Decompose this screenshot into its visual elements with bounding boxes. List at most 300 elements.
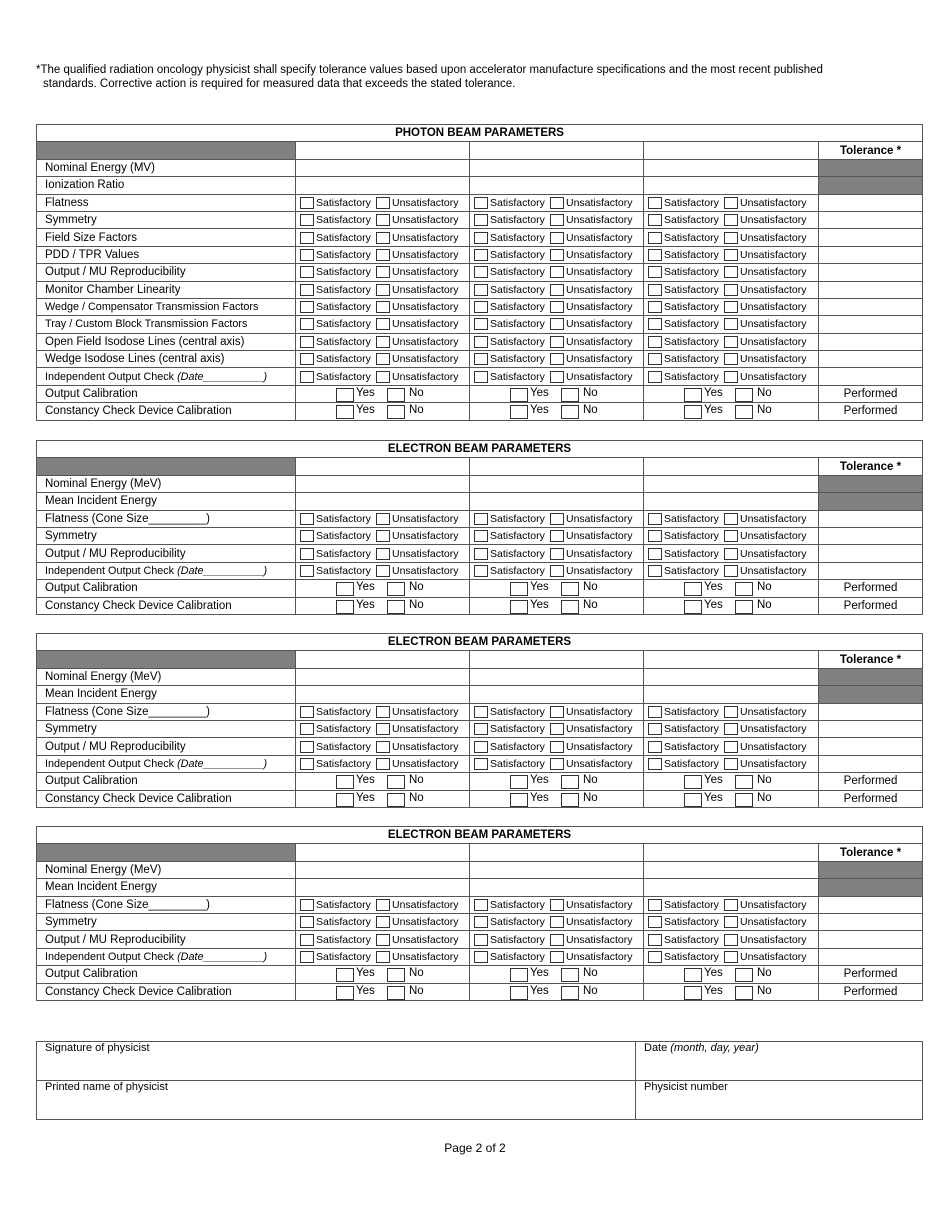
unsatisfactory-checkbox[interactable]: [550, 284, 564, 296]
status-cell: [644, 298, 819, 315]
status-cell: [470, 896, 644, 913]
unsatisfactory-checkbox[interactable]: [550, 916, 564, 928]
tolerance-input-cell[interactable]: [819, 333, 923, 350]
no-checkbox[interactable]: [735, 388, 753, 402]
satisfactory-label: Satisfactory: [316, 547, 371, 560]
unsatisfactory-label: Unsatisfactory: [392, 705, 459, 718]
yes-checkbox[interactable]: [684, 582, 702, 596]
unsatisfactory-checkbox[interactable]: [724, 371, 738, 383]
energy-input-cell[interactable]: [470, 475, 644, 492]
satisfactory-checkbox[interactable]: [648, 214, 662, 226]
unsatisfactory-checkbox[interactable]: [376, 371, 390, 383]
unsatisfactory-checkbox[interactable]: [724, 706, 738, 718]
satisfactory-label: Satisfactory: [490, 283, 545, 296]
unsatisfactory-checkbox[interactable]: [376, 301, 390, 313]
tolerance-input-cell[interactable]: [819, 545, 923, 562]
unsatisfactory-checkbox[interactable]: [724, 249, 738, 261]
energy-input-cell[interactable]: [470, 493, 644, 510]
energy-input-cell[interactable]: [644, 861, 819, 878]
yes-checkbox[interactable]: [684, 600, 702, 614]
energy-input-cell[interactable]: [644, 475, 819, 492]
unsatisfactory-checkbox[interactable]: [376, 916, 390, 928]
energy-input-cell[interactable]: [296, 159, 470, 176]
satisfactory-checkbox[interactable]: [474, 301, 488, 313]
satisfactory-checkbox[interactable]: [648, 336, 662, 348]
satisfactory-checkbox[interactable]: [300, 371, 314, 383]
energy-input-cell[interactable]: [470, 861, 644, 878]
unsatisfactory-checkbox[interactable]: [724, 353, 738, 365]
unsatisfactory-label: Unsatisfactory: [740, 214, 807, 227]
unsatisfactory-checkbox[interactable]: [724, 723, 738, 735]
satisfactory-checkbox[interactable]: [648, 371, 662, 383]
satisfactory-label: Satisfactory: [664, 266, 719, 279]
satisfactory-label: Satisfactory: [490, 512, 545, 525]
satisfactory-checkbox[interactable]: [474, 899, 488, 911]
unsatisfactory-checkbox[interactable]: [550, 899, 564, 911]
satisfactory-checkbox[interactable]: [300, 266, 314, 278]
energy-input-cell[interactable]: [644, 159, 819, 176]
unsatisfactory-checkbox[interactable]: [550, 548, 564, 560]
tolerance-input-cell[interactable]: [819, 211, 923, 228]
unsatisfactory-checkbox[interactable]: [724, 530, 738, 542]
tolerance-input-cell[interactable]: [819, 264, 923, 281]
unsatisfactory-checkbox[interactable]: [376, 934, 390, 946]
unsatisfactory-checkbox[interactable]: [724, 758, 738, 770]
satisfactory-label: Satisfactory: [664, 547, 719, 560]
unsatisfactory-label: Unsatisfactory: [566, 705, 633, 718]
tolerance-input-cell[interactable]: [819, 703, 923, 720]
unsatisfactory-checkbox[interactable]: [376, 758, 390, 770]
unsatisfactory-checkbox[interactable]: [724, 318, 738, 330]
unsatisfactory-checkbox[interactable]: [376, 530, 390, 542]
satisfactory-label: Satisfactory: [490, 196, 545, 209]
tolerance-input-cell[interactable]: [819, 738, 923, 755]
yes-checkbox[interactable]: [336, 600, 354, 614]
no-checkbox[interactable]: [387, 986, 405, 1000]
unsatisfactory-checkbox[interactable]: [550, 318, 564, 330]
satisfactory-checkbox[interactable]: [300, 530, 314, 542]
yes-checkbox[interactable]: [510, 600, 528, 614]
no-checkbox[interactable]: [561, 968, 579, 982]
unsatisfactory-label: Unsatisfactory: [392, 564, 459, 577]
electron-beam-table-2: [36, 633, 923, 808]
satisfactory-label: Satisfactory: [490, 547, 545, 560]
status-cell: [296, 194, 470, 211]
satisfactory-checkbox[interactable]: [474, 934, 488, 946]
satisfactory-checkbox[interactable]: [648, 513, 662, 525]
no-label: No: [757, 791, 772, 804]
unsatisfactory-label: Unsatisfactory: [566, 933, 633, 946]
energy-input-cell[interactable]: [470, 686, 644, 703]
yes-checkbox[interactable]: [684, 968, 702, 982]
tolerance-input-cell[interactable]: [819, 527, 923, 544]
satisfactory-checkbox[interactable]: [648, 197, 662, 209]
yes-checkbox[interactable]: [510, 968, 528, 982]
yes-checkbox[interactable]: [684, 388, 702, 402]
unsatisfactory-checkbox[interactable]: [376, 266, 390, 278]
unsatisfactory-checkbox[interactable]: [376, 284, 390, 296]
satisfactory-checkbox[interactable]: [474, 232, 488, 244]
yes-checkbox[interactable]: [336, 986, 354, 1000]
unsatisfactory-label: Unsatisfactory: [392, 723, 459, 736]
table-row: [37, 194, 923, 211]
yes-checkbox[interactable]: [684, 793, 702, 807]
tolerance-header: Tolerance *: [819, 651, 923, 668]
yes-checkbox[interactable]: [336, 582, 354, 596]
satisfactory-checkbox[interactable]: [474, 214, 488, 226]
satisfactory-checkbox[interactable]: [648, 284, 662, 296]
satisfactory-checkbox[interactable]: [300, 758, 314, 770]
unsatisfactory-checkbox[interactable]: [724, 741, 738, 753]
tolerance-input-cell[interactable]: [819, 755, 923, 772]
physicist-number-field[interactable]: [636, 1081, 923, 1120]
status-cell: [470, 738, 644, 755]
unsatisfactory-checkbox[interactable]: [550, 706, 564, 718]
satisfactory-checkbox[interactable]: [300, 353, 314, 365]
status-cell: [296, 229, 470, 246]
no-checkbox[interactable]: [735, 600, 753, 614]
no-checkbox[interactable]: [387, 775, 405, 789]
unsatisfactory-checkbox[interactable]: [724, 284, 738, 296]
satisfactory-checkbox[interactable]: [300, 301, 314, 313]
unsatisfactory-checkbox[interactable]: [550, 197, 564, 209]
energy-input-cell[interactable]: [296, 686, 470, 703]
satisfactory-checkbox[interactable]: [300, 548, 314, 560]
unsatisfactory-label: Unsatisfactory: [566, 950, 633, 963]
unsatisfactory-checkbox[interactable]: [724, 266, 738, 278]
no-checkbox[interactable]: [735, 986, 753, 1000]
satisfactory-checkbox[interactable]: [648, 266, 662, 278]
unsatisfactory-checkbox[interactable]: [550, 301, 564, 313]
unsatisfactory-checkbox[interactable]: [376, 899, 390, 911]
no-checkbox[interactable]: [387, 582, 405, 596]
unsatisfactory-checkbox[interactable]: [376, 951, 390, 963]
row-label: Mean Incident Energy: [37, 686, 296, 703]
satisfactory-checkbox[interactable]: [300, 899, 314, 911]
signature-field[interactable]: [37, 1042, 636, 1081]
satisfactory-checkbox[interactable]: [300, 934, 314, 946]
satisfactory-checkbox[interactable]: [648, 318, 662, 330]
unsatisfactory-checkbox[interactable]: [550, 513, 564, 525]
satisfactory-checkbox[interactable]: [474, 565, 488, 577]
satisfactory-checkbox[interactable]: [648, 951, 662, 963]
satisfactory-checkbox[interactable]: [648, 899, 662, 911]
unsatisfactory-checkbox[interactable]: [550, 723, 564, 735]
satisfactory-checkbox[interactable]: [648, 741, 662, 753]
table-row: [37, 527, 923, 544]
unsatisfactory-checkbox[interactable]: [550, 214, 564, 226]
satisfactory-checkbox[interactable]: [300, 916, 314, 928]
energy-input-cell[interactable]: [644, 879, 819, 896]
unsatisfactory-checkbox[interactable]: [724, 899, 738, 911]
satisfactory-checkbox[interactable]: [474, 916, 488, 928]
energy-input-cell[interactable]: [470, 668, 644, 685]
unsatisfactory-checkbox[interactable]: [376, 214, 390, 226]
unsatisfactory-checkbox[interactable]: [550, 336, 564, 348]
satisfactory-checkbox[interactable]: [648, 530, 662, 542]
unsatisfactory-checkbox[interactable]: [376, 741, 390, 753]
unsatisfactory-label: Unsatisfactory: [566, 723, 633, 736]
yes-checkbox[interactable]: [510, 388, 528, 402]
table-row: [37, 298, 923, 315]
unsatisfactory-checkbox[interactable]: [724, 214, 738, 226]
yes-checkbox[interactable]: [336, 793, 354, 807]
unsatisfactory-checkbox[interactable]: [724, 232, 738, 244]
satisfactory-checkbox[interactable]: [648, 934, 662, 946]
unsatisfactory-checkbox[interactable]: [376, 723, 390, 735]
satisfactory-checkbox[interactable]: [648, 353, 662, 365]
no-label: No: [757, 984, 772, 997]
tolerance-input-cell[interactable]: [819, 246, 923, 263]
status-cell: [470, 527, 644, 544]
no-checkbox[interactable]: [561, 405, 579, 419]
table-row: [37, 755, 923, 772]
yes-checkbox[interactable]: [510, 793, 528, 807]
unsatisfactory-checkbox[interactable]: [550, 934, 564, 946]
yes-checkbox[interactable]: [336, 388, 354, 402]
satisfactory-checkbox[interactable]: [474, 197, 488, 209]
satisfactory-label: Satisfactory: [490, 933, 545, 946]
satisfactory-checkbox[interactable]: [648, 301, 662, 313]
satisfactory-checkbox[interactable]: [300, 284, 314, 296]
satisfactory-checkbox[interactable]: [648, 548, 662, 560]
unsatisfactory-checkbox[interactable]: [376, 318, 390, 330]
unsatisfactory-checkbox[interactable]: [376, 513, 390, 525]
tolerance-input-cell[interactable]: [819, 562, 923, 579]
satisfactory-checkbox[interactable]: [648, 249, 662, 261]
yes-no-cell: [296, 385, 470, 402]
unsatisfactory-checkbox[interactable]: [724, 916, 738, 928]
no-checkbox[interactable]: [387, 600, 405, 614]
unsatisfactory-checkbox[interactable]: [550, 249, 564, 261]
unsatisfactory-checkbox[interactable]: [724, 513, 738, 525]
satisfactory-checkbox[interactable]: [648, 916, 662, 928]
satisfactory-checkbox[interactable]: [300, 951, 314, 963]
satisfactory-checkbox[interactable]: [300, 214, 314, 226]
no-checkbox[interactable]: [735, 775, 753, 789]
satisfactory-checkbox[interactable]: [300, 741, 314, 753]
unsatisfactory-label: Unsatisfactory: [392, 916, 459, 929]
satisfactory-checkbox[interactable]: [474, 353, 488, 365]
unsatisfactory-checkbox[interactable]: [550, 266, 564, 278]
no-checkbox[interactable]: [387, 793, 405, 807]
energy-input-cell[interactable]: [470, 159, 644, 176]
tolerance-input-cell[interactable]: [819, 368, 923, 385]
tolerance-input-cell[interactable]: [819, 896, 923, 913]
tolerance-input-cell[interactable]: [819, 931, 923, 948]
unsatisfactory-checkbox[interactable]: [724, 934, 738, 946]
yes-checkbox[interactable]: [510, 986, 528, 1000]
no-checkbox[interactable]: [387, 405, 405, 419]
no-checkbox[interactable]: [561, 582, 579, 596]
unsatisfactory-checkbox[interactable]: [550, 758, 564, 770]
row-label: Symmetry: [37, 527, 296, 544]
satisfactory-checkbox[interactable]: [474, 284, 488, 296]
unsatisfactory-label: Unsatisfactory: [392, 898, 459, 911]
satisfactory-label: Satisfactory: [664, 353, 719, 366]
satisfactory-checkbox[interactable]: [648, 723, 662, 735]
no-checkbox[interactable]: [735, 968, 753, 982]
unsatisfactory-label: Unsatisfactory: [740, 757, 807, 770]
yes-label: Yes: [704, 774, 723, 787]
table-title: ELECTRON BEAM PARAMETERS: [37, 634, 923, 651]
printed-name-field[interactable]: [37, 1081, 636, 1120]
unsatisfactory-checkbox[interactable]: [376, 706, 390, 718]
row-label: Mean Incident Energy: [37, 879, 296, 896]
energy-input-cell[interactable]: [644, 686, 819, 703]
yes-no-cell: [470, 983, 644, 1000]
table-row: [37, 246, 923, 263]
unsatisfactory-checkbox[interactable]: [724, 301, 738, 313]
no-checkbox[interactable]: [561, 388, 579, 402]
performed-cell: Performed: [819, 773, 923, 790]
satisfactory-checkbox[interactable]: [300, 249, 314, 261]
yes-checkbox[interactable]: [510, 775, 528, 789]
satisfactory-checkbox[interactable]: [300, 336, 314, 348]
satisfactory-checkbox[interactable]: [474, 336, 488, 348]
satisfactory-checkbox[interactable]: [300, 565, 314, 577]
satisfactory-label: Satisfactory: [316, 370, 371, 383]
no-checkbox[interactable]: [561, 600, 579, 614]
unsatisfactory-checkbox[interactable]: [376, 336, 390, 348]
tolerance-input-cell[interactable]: [819, 720, 923, 737]
performed-cell: Performed: [819, 385, 923, 402]
no-checkbox[interactable]: [735, 582, 753, 596]
energy-input-cell[interactable]: [296, 668, 470, 685]
satisfactory-checkbox[interactable]: [300, 232, 314, 244]
satisfactory-checkbox[interactable]: [648, 758, 662, 770]
no-checkbox[interactable]: [561, 775, 579, 789]
table-title: PHOTON BEAM PARAMETERS: [37, 125, 923, 142]
yes-checkbox[interactable]: [336, 968, 354, 982]
satisfactory-checkbox[interactable]: [300, 197, 314, 209]
tolerance-input-cell[interactable]: [819, 298, 923, 315]
yes-checkbox[interactable]: [684, 775, 702, 789]
energy-input-cell[interactable]: [644, 668, 819, 685]
table-row: [37, 562, 923, 579]
unsatisfactory-checkbox[interactable]: [550, 530, 564, 542]
energy-input-cell[interactable]: [296, 475, 470, 492]
no-checkbox[interactable]: [387, 968, 405, 982]
tolerance-input-cell[interactable]: [819, 510, 923, 527]
yes-checkbox[interactable]: [684, 986, 702, 1000]
no-checkbox[interactable]: [387, 388, 405, 402]
energy-input-cell[interactable]: [644, 177, 819, 194]
no-checkbox[interactable]: [735, 793, 753, 807]
tolerance-input-cell[interactable]: [819, 948, 923, 965]
unsatisfactory-checkbox[interactable]: [550, 741, 564, 753]
unsatisfactory-checkbox[interactable]: [376, 565, 390, 577]
satisfactory-checkbox[interactable]: [648, 565, 662, 577]
performed-cell: Performed: [819, 790, 923, 807]
unsatisfactory-label: Unsatisfactory: [740, 370, 807, 383]
satisfactory-checkbox[interactable]: [474, 758, 488, 770]
unsatisfactory-checkbox[interactable]: [550, 232, 564, 244]
no-label: No: [583, 774, 598, 787]
unsatisfactory-checkbox[interactable]: [376, 232, 390, 244]
no-checkbox[interactable]: [561, 986, 579, 1000]
unsatisfactory-label: Unsatisfactory: [740, 564, 807, 577]
unsatisfactory-checkbox[interactable]: [724, 336, 738, 348]
yes-no-cell: [296, 790, 470, 807]
energy-input-cell[interactable]: [644, 493, 819, 510]
unsatisfactory-checkbox[interactable]: [724, 197, 738, 209]
energy-input-cell[interactable]: [296, 861, 470, 878]
energy-input-cell[interactable]: [296, 879, 470, 896]
yes-checkbox[interactable]: [510, 405, 528, 419]
satisfactory-checkbox[interactable]: [474, 530, 488, 542]
unsatisfactory-checkbox[interactable]: [550, 565, 564, 577]
satisfactory-checkbox[interactable]: [300, 513, 314, 525]
unsatisfactory-checkbox[interactable]: [376, 249, 390, 261]
yes-checkbox[interactable]: [684, 405, 702, 419]
unsatisfactory-checkbox[interactable]: [376, 353, 390, 365]
energy-input-cell[interactable]: [296, 493, 470, 510]
satisfactory-checkbox[interactable]: [474, 513, 488, 525]
tolerance-input-cell[interactable]: [819, 913, 923, 930]
satisfactory-label: Satisfactory: [490, 353, 545, 366]
satisfactory-label: Satisfactory: [316, 318, 371, 331]
unsatisfactory-label: Unsatisfactory: [740, 723, 807, 736]
unsatisfactory-checkbox[interactable]: [724, 548, 738, 560]
no-checkbox[interactable]: [735, 405, 753, 419]
satisfactory-checkbox[interactable]: [300, 318, 314, 330]
satisfactory-label: Satisfactory: [490, 318, 545, 331]
unsatisfactory-label: Unsatisfactory: [740, 512, 807, 525]
satisfactory-checkbox[interactable]: [474, 741, 488, 753]
yes-checkbox[interactable]: [336, 405, 354, 419]
unsatisfactory-label: Unsatisfactory: [566, 530, 633, 543]
unsatisfactory-checkbox[interactable]: [724, 565, 738, 577]
satisfactory-checkbox[interactable]: [474, 249, 488, 261]
satisfactory-checkbox[interactable]: [474, 266, 488, 278]
tolerance-input-cell[interactable]: [819, 351, 923, 368]
tolerance-input-cell[interactable]: [819, 194, 923, 211]
tolerance-input-cell[interactable]: [819, 229, 923, 246]
yes-checkbox[interactable]: [510, 582, 528, 596]
satisfactory-checkbox[interactable]: [474, 723, 488, 735]
unsatisfactory-checkbox[interactable]: [550, 353, 564, 365]
status-cell: [644, 194, 819, 211]
unsatisfactory-checkbox[interactable]: [376, 548, 390, 560]
satisfactory-checkbox[interactable]: [300, 723, 314, 735]
tolerance-input-cell[interactable]: [819, 316, 923, 333]
yes-no-cell: [470, 385, 644, 402]
unsatisfactory-checkbox[interactable]: [376, 197, 390, 209]
row-label: Output / MU Reproducibility: [37, 545, 296, 562]
date-field[interactable]: [636, 1042, 923, 1081]
satisfactory-checkbox[interactable]: [300, 706, 314, 718]
unsatisfactory-checkbox[interactable]: [550, 951, 564, 963]
satisfactory-checkbox[interactable]: [474, 951, 488, 963]
satisfactory-checkbox[interactable]: [474, 371, 488, 383]
satisfactory-checkbox[interactable]: [648, 706, 662, 718]
satisfactory-label: Satisfactory: [316, 898, 371, 911]
satisfactory-checkbox[interactable]: [474, 706, 488, 718]
yes-checkbox[interactable]: [336, 775, 354, 789]
satisfactory-checkbox[interactable]: [474, 548, 488, 560]
tolerance-input-cell[interactable]: [819, 281, 923, 298]
no-checkbox[interactable]: [561, 793, 579, 807]
energy-input-cell[interactable]: [296, 177, 470, 194]
unsatisfactory-checkbox[interactable]: [724, 951, 738, 963]
yes-label: Yes: [356, 581, 375, 594]
satisfactory-checkbox[interactable]: [474, 318, 488, 330]
energy-input-cell[interactable]: [470, 879, 644, 896]
energy-input-cell[interactable]: [470, 177, 644, 194]
unsatisfactory-checkbox[interactable]: [550, 371, 564, 383]
satisfactory-checkbox[interactable]: [648, 232, 662, 244]
